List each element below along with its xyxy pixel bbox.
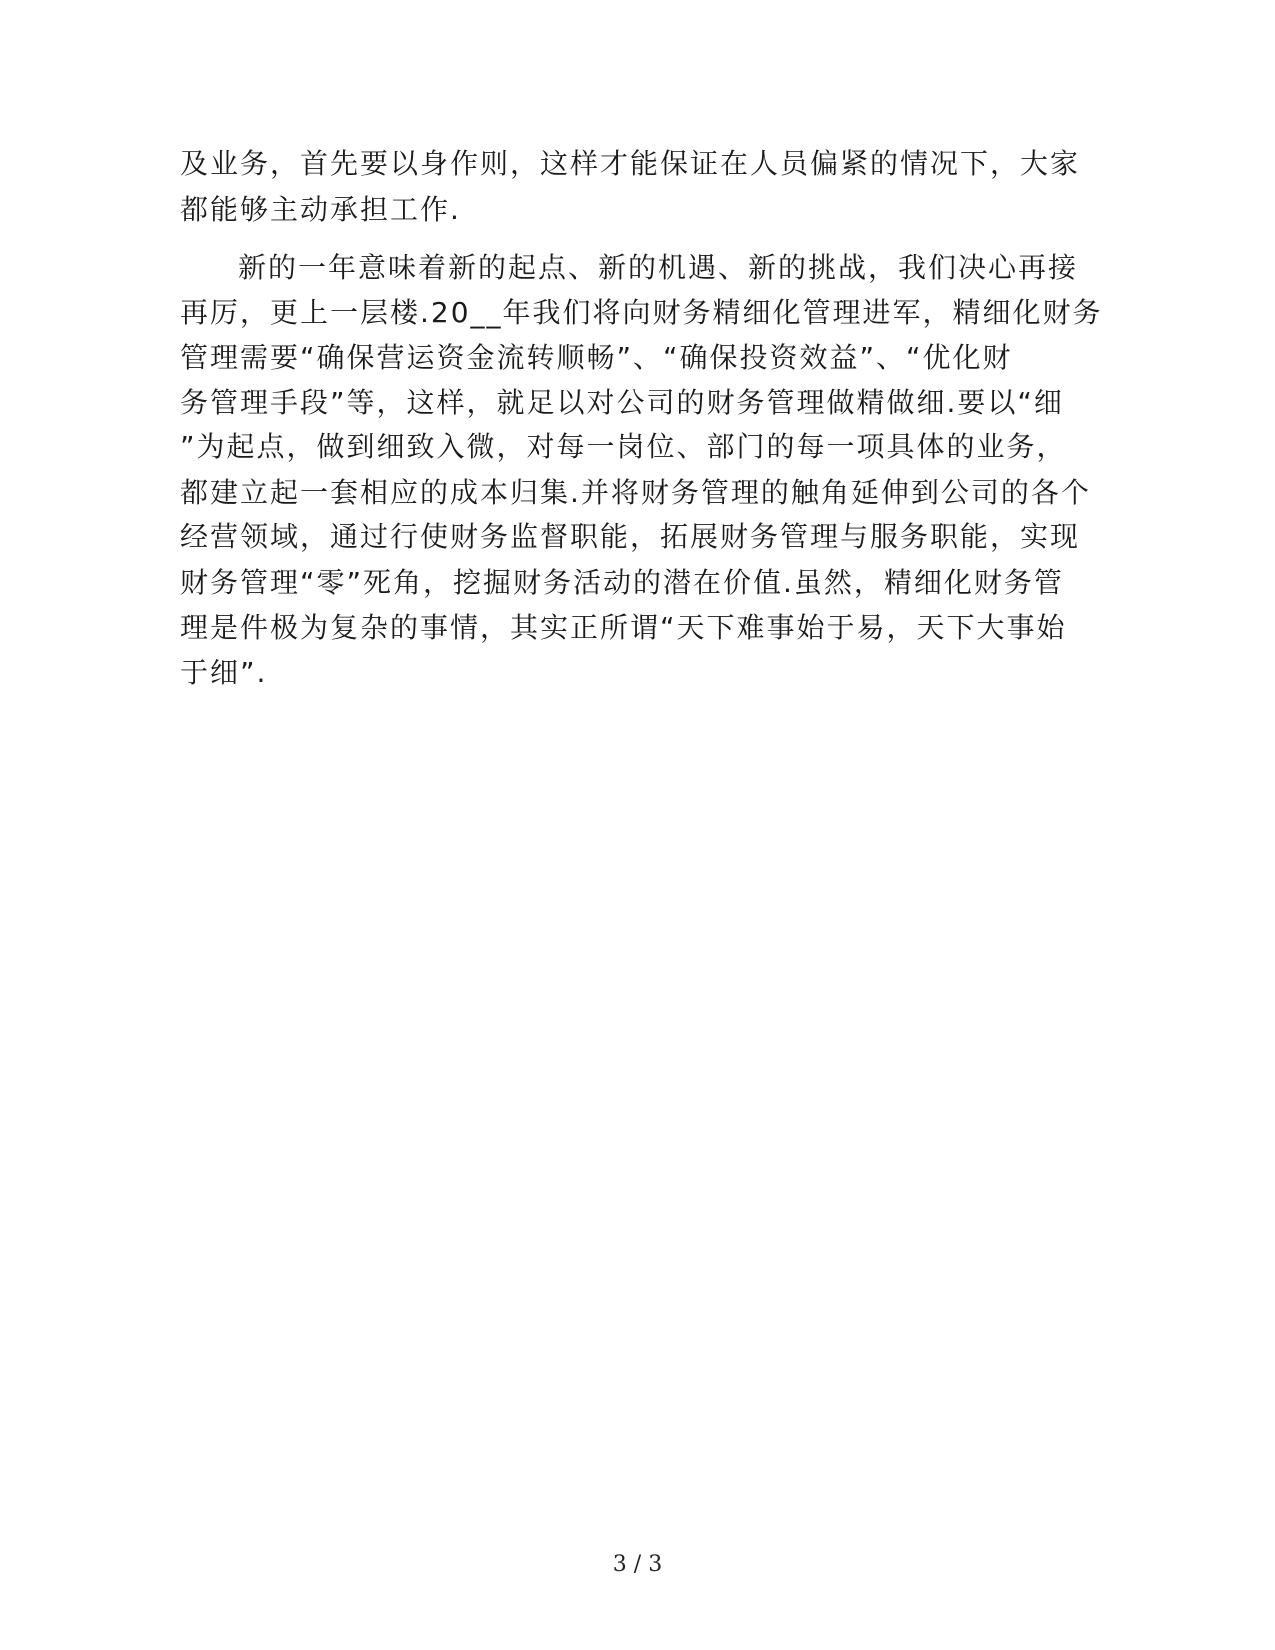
paragraph-2-line-7: 经营领域，通过行使财务监督职能，拓展财务管理与服务职能，实现: [180, 520, 1081, 553]
paragraph-2-line-2: 再厉，更上一层楼.20__年我们将向财务精细化管理进军，精细化财务: [180, 296, 1103, 329]
paragraph-1-line-2: 都能够主动承担工作.: [180, 193, 461, 226]
paragraph-2-line-4: 务管理手段”等，这样，就足以对公司的财务管理做精做细.要以“细: [180, 386, 1064, 419]
paragraph-2-line-6: 都建立起一套相应的成本归集.并将财务管理的触角延伸到公司的各个: [180, 476, 1091, 509]
paragraph-1-line-1: 及业务，首先要以身作则，这样才能保证在人员偏紧的情况下，大家: [180, 147, 1081, 180]
page-number: 3 / 3: [612, 1552, 663, 1577]
paragraph-2-line-3: 管理需要“确保营运资金流转顺畅”、“确保投资效益”、“优化财: [180, 341, 1013, 374]
paragraph-2-line-8: 财务管理“零”死角，挖掘财务活动的潜在价值.虽然，精细化财务管: [180, 566, 1064, 599]
paragraph-2-line-1: 新的一年意味着新的起点、新的机遇、新的挑战，我们决心再接: [238, 251, 1079, 284]
paragraph-2-line-9: 理是件极为复杂的事情，其实正所谓“天下难事始于易，天下大事始: [180, 611, 1067, 644]
paragraph-2-line-10: 于细”.: [180, 656, 268, 689]
paragraph-2-line-5: ”为起点，做到细致入微，对每一岗位、部门的每一项具体的业务，: [180, 430, 1067, 463]
